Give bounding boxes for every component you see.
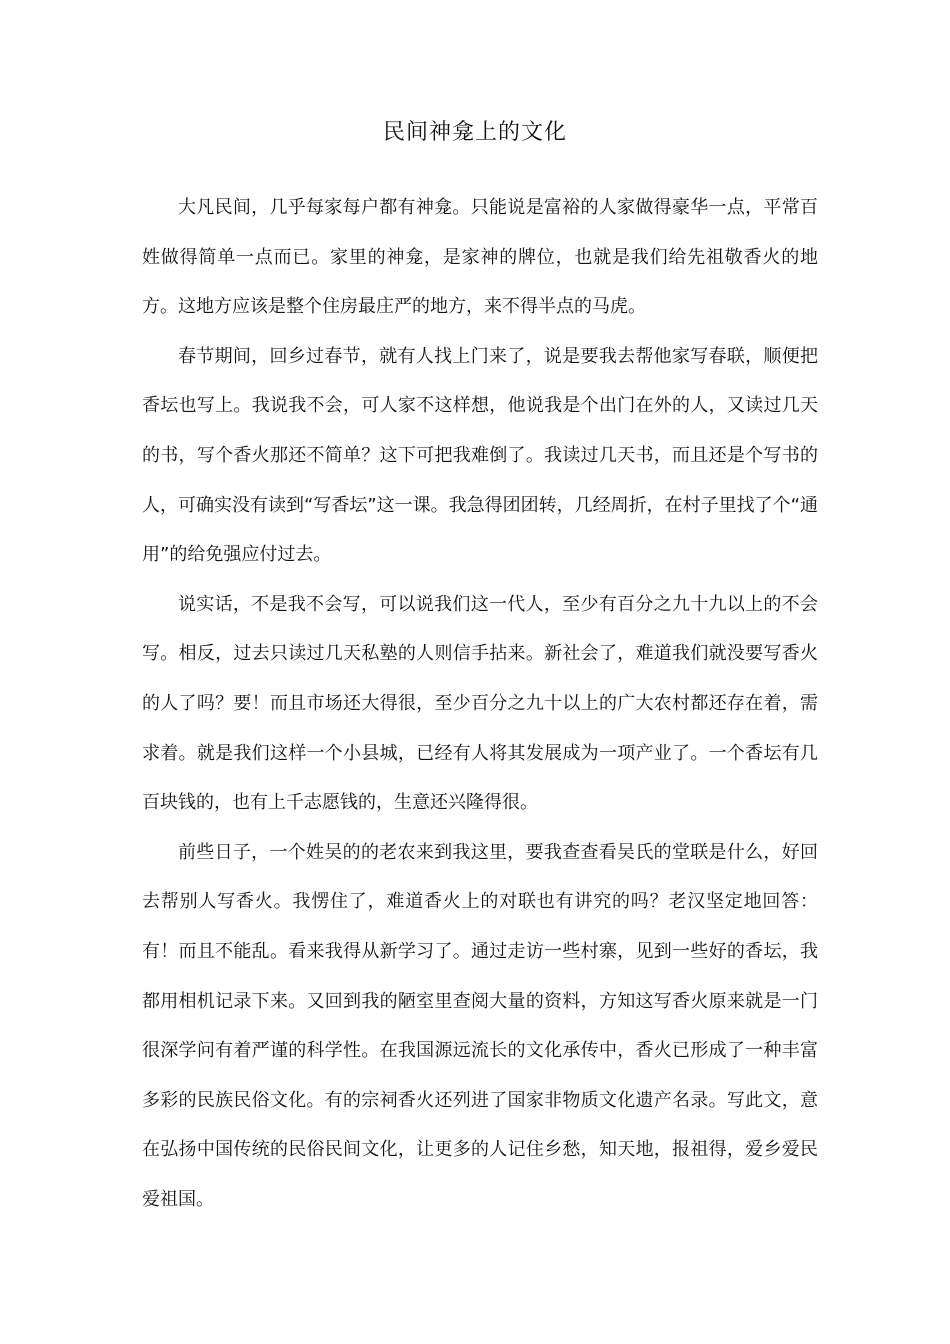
paragraph-4: 前些日子，一个姓吴的的老农来到我这里，要我查查看吴氏的堂联是什么，好回去帮别人写香火。我愣住了，难道香火上的对联也有讲究的吗？老汉坚定地回答：有！而且不能乱。看来我得从新学习了。通过走访一些村寨，见到一些好的香坛，我都用相机记录下来。又回到我的陋室里查阅大量的资料，方知这写香火原来就是一门很深学问有着严谨的科学性。在我国源远流长的文化承传中，香火已形成了一种丰富多彩的民族民俗文化。有的宗祠香火还列进了国家非物质文化遗产名录。写此文，意在弘扬中国传统的民俗民间文化，让更多的人记住乡愁，知天地，报祖得，爱乡爱民爱祖国。 [142,841,818,1210]
paragraph-1: 大凡民间，几乎每家每户都有神龛。只能说是富裕的人家做得豪华一点，平常百姓做得简单一点而已。家里的神龛，是家神的牌位，也就是我们给先祖敬香火的地方。这地方应该是整个住房最庄严的地方，来不得半点的马虎。 [142,197,818,318]
paragraph-3: 说实话，不是我不会写，可以说我们这一代人，至少有百分之九十九以上的不会写。相反，过去只读过几天私塾的人则信手拈来。新社会了，难道我们就没要写香火的人了吗？要！而且市场还大得很，至少百分之九十以上的广大农村都还存在着，需求着。就是我们这样一个小县城，已经有人将其发展成为一项产业了。一个香坛有几百块钱的，也有上千志愿钱的，生意还兴隆得很。 [142,593,818,814]
document-body [142,183,818,1224]
paragraph-2: 春节期间，回乡过春节，就有人找上门来了，说是要我去帮他家写春联，顺便把香坛也写上。我说我不会，可人家不这样想，他说我是个出门在外的人，又读过几天的书，写个香火那还不简单？这下可把我难倒了。我读过几天书，而且还是个写书的人，可确实没有读到“写香坛”这一课。我急得团团转，几经周折，在村子里找了个“通用”的给免强应付过去。 [142,345,818,566]
document-title: 民间神龛上的文化 [382,120,567,145]
